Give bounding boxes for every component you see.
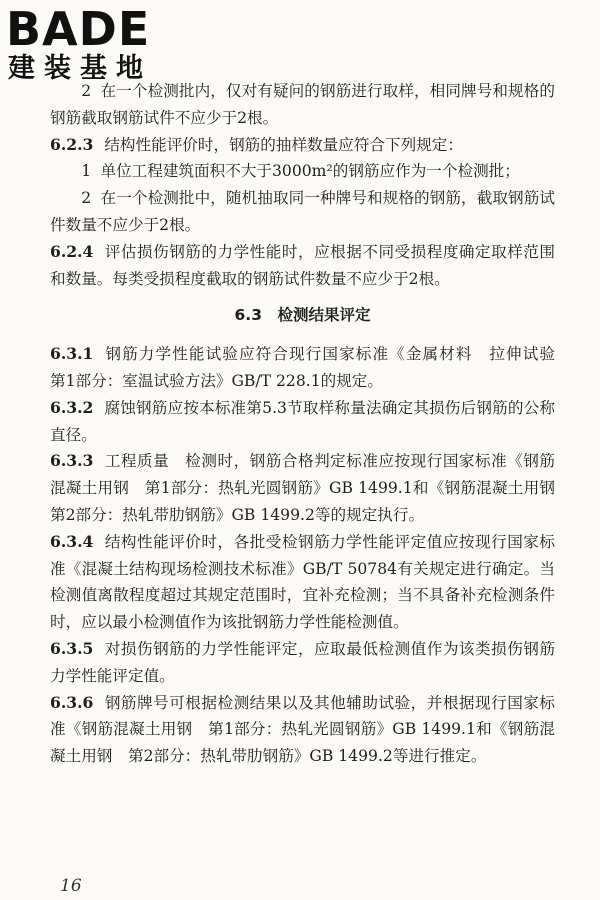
sub-item: 2 在一个检测批内，仅对有疑问的钢筋进行取样，相同牌号和规格的钢筋截取钢筋试件不应少于2根。 [50,82,555,127]
clause-6-3-1: 6.3.1 钢筋力学性能试验应符合现行国家标准《金属材料 拉伸试验 第1部分：室温试验方法》GB/T 228.1的规定。 [50,344,571,390]
clause-6-3-4: 6.3.4 结构性能评价时，各批受检钢筋力学性能评定值应按现行国家标准《混凝土结构现场检测技术标准》GB/T 50784有关规定进行确定。当检测值离散程度超过其规定范围时，宜补充检测；当不具备补充检测条件时，应以最小检测值作为该批钢筋力学性能检测值。 [50,531,555,632]
bade-logo [6,4,186,88]
page-number: 16 [60,876,82,896]
clause-6-3-5: 6.3.5 对损伤钢筋的力学性能评定，应取最低检测值作为该类损伤钢筋力学性能评定值。 [50,638,555,685]
clause-6-2-4: 6.2.4 评估损伤钢筋的力学性能时，应根据不同受损程度确定取样范围和数量。每类受损程度截取的钢筋试件数量不应少于2根。 [50,241,555,288]
clause-6-2-3: 6.2.3 结构性能评价时，钢筋的抽样数量应符合下列规定： [50,134,463,154]
logo-text-cn: 建装基地 [8,53,152,84]
clause-6-3-6: 6.3.6 钢筋牌号可根据检测结果以及其他辅助试验，并根据现行国家标准《钢筋混凝土用钢 第1部分：热轧光圆钢筋》GB 1499.1和《钢筋混凝土用钢 第2部分：热轧带肋钢筋》GB 1499.2等进行推定。 [50,692,555,766]
section-title: 6.3 检测结果评定 [234,306,371,325]
sub-item: 1 单位工程建筑面积不大于3000m²的钢筋应作为一个检测批； [81,162,520,181]
clause-6-3-3: 6.3.3 工程质量 检测时，钢筋合格判定标准应按现行国家标准《钢筋混凝土用钢 第1部分：热轧光圆钢筋》GB 1499.1和《钢筋混凝土用钢 第2部分：热轧带肋钢筋》GB 1499.2等的规定执行。 [50,451,571,524]
sub-item: 2 在一个检测批中，随机抽取同一种牌号和规格的钢筋，截取钢筋试件数量不应少于2根。 [50,189,555,234]
document-body [50,78,571,770]
logo-text-en: BADE [6,2,151,56]
clause-6-3-2: 6.3.2 腐蚀钢筋应按本标准第5.3节取样称量法确定其损伤后钢筋的公称直径。 [50,397,555,444]
